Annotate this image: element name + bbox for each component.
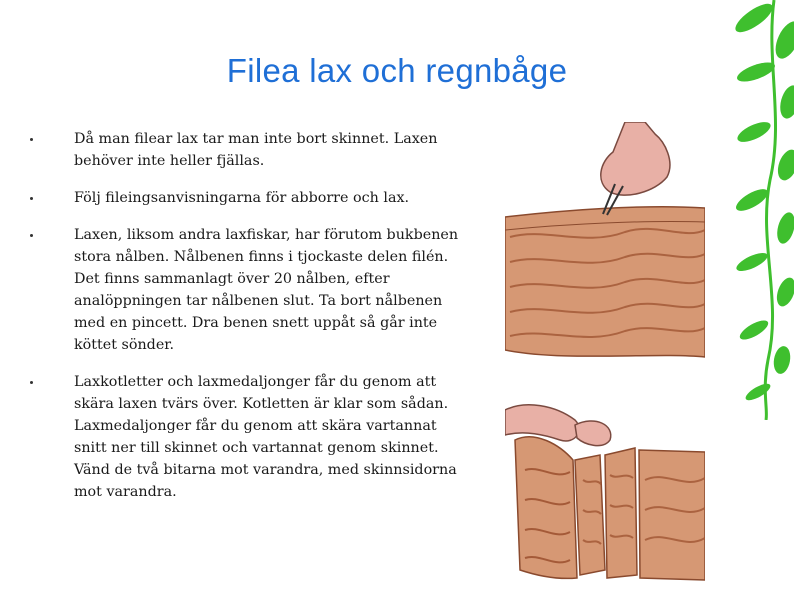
bullet-text: Då man filear lax tar man inte bort skinnet. Laxen behöver inte heller fjällas.: [74, 131, 438, 169]
bullet-item: [30, 128, 470, 172]
bullet-dot-icon: [30, 381, 33, 384]
bullet-item: [30, 187, 470, 209]
slide-title: Filea lax och regnbåge: [226, 52, 568, 89]
bullet-item: [30, 371, 470, 503]
laxkotlett-illustration: [505, 400, 705, 590]
bullet-dot-icon: [30, 138, 33, 141]
bullet-dot-icon: [30, 234, 33, 237]
bullet-list: [30, 128, 470, 518]
bullet-text: Följ fileingsanvisningarna för abborre och lax.: [74, 190, 410, 206]
bullet-item: [30, 224, 470, 356]
bullet-text: Laxkotletter och laxmedaljonger får du genom att skära laxen tvärs över. Kotletten är klar som sådan. Laxmedaljonger får du genom att skära vartannat snitt ner till skinnet och vartannat genom skinnet. Vänd de två bitarna mot varandra, med skinnsidorna mot varandra.: [74, 374, 457, 500]
bullet-text: Laxen, liksom andra laxfiskar, har förutom bukbenen stora nålben. Nålbenen finns i tjockaste delen filén. Det finns sammanlagt över 20 nålben, efter analöppningen tar nålbenen slut. Ta bort nålbenen med en pincett. Dra benen snett uppåt så går inte köttet sönder.: [74, 227, 459, 353]
leaf-vine-icon: [704, 0, 794, 420]
bullet-dot-icon: [30, 197, 33, 200]
pincett-illustration: [505, 122, 705, 362]
